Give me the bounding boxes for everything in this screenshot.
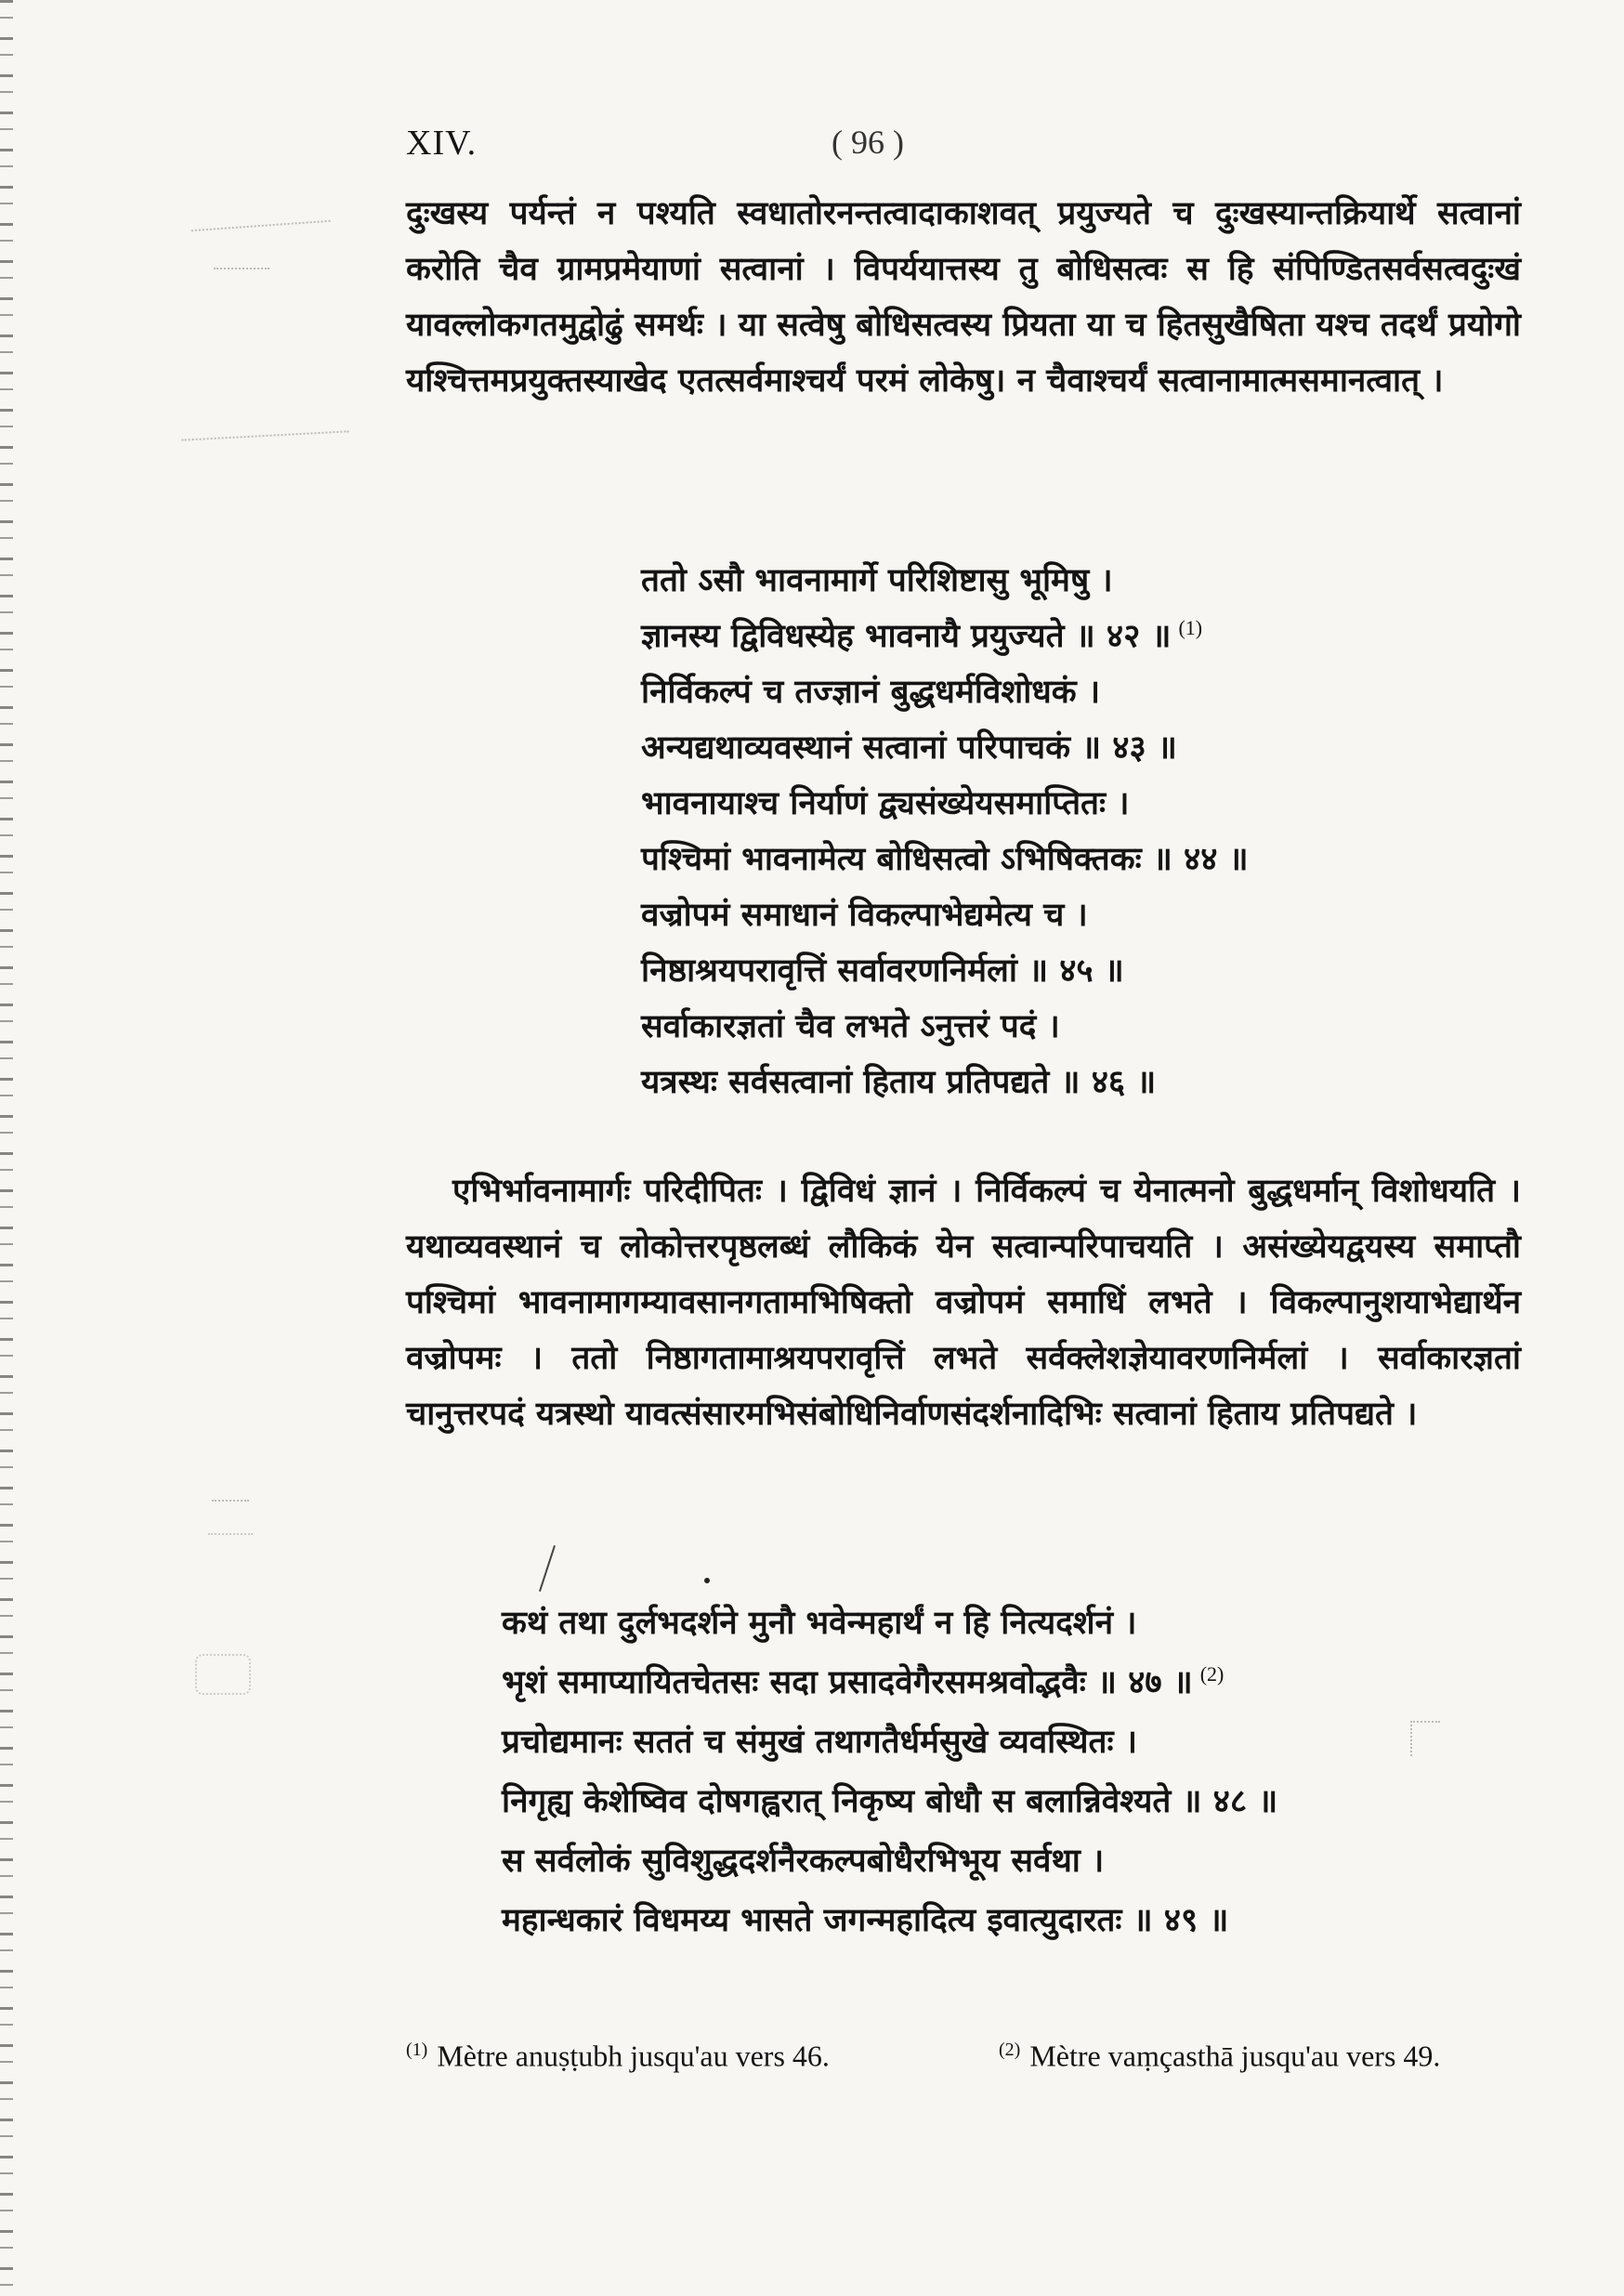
verse-line: प्रचोद्यमानः सततं च संमुखं तथागतैर्धर्मसुखे व्यवस्थितः । <box>502 1723 1138 1761</box>
verse-line: वज्रोपमं समाधानं विकल्पाभेद्यमेत्य च । <box>641 896 1088 934</box>
verse-line: निर्विकल्पं च तज्ज्ञानं बुद्धधर्मविशोधकं । <box>641 673 1101 711</box>
verse-line: स सर्वलोकं सुविशुद्धदर्शनैरकल्पबोधैरभिभूय सर्वथा । <box>502 1842 1105 1880</box>
margin-scribble <box>190 202 330 231</box>
verse-line: पश्चिमां भावनामेत्य बोधिसत्वो ऽभिषिक्तकः ॥ ४४ ॥ <box>641 840 1249 878</box>
verse-line: अन्यद्यथाव्यवस्थानं सत्वानां परिपाचकं ॥ ४३ ॥ <box>641 728 1177 767</box>
footnote-number: (2) <box>999 2040 1021 2060</box>
paragraph-2: एभिर्भावनामार्गः परिदीपितः । द्विविधं ज्ञानं । निर्विकल्पं च येनात्मनो बुद्धधर्मान् विशोधयति । यथाव्यवस्थानं च लोकोत्तरपृष्ठलब्धं लौकिकं येन सत्वान्परिपाचयति । असंख्येयद्वयस्य समाप्तौ पश्चिमां भावनामागम्यावसानगतामभिषिक्तो वज्रोपमं समाधिं लभते । विकल्पानुशयाभेद्यार्थेन वज्रोपमः । ततो निष्ठागतामाश्रयपरावृत्तिं लभते सर्वक्लेशज्ञेयावरणनिर्मलां । सर्वाकारज्ञतां चानुत्तरपदं यत्रस्थो यावत्संसारमभिसंबोधिनिर्वाणसंदर्शनादिभिः सत्वानां हिताय प्रतिपद्यते । <box>406 1172 1521 1433</box>
footnote-2 <box>999 2026 1519 2080</box>
verse-line: कथं तथा दुर्लभदर्शने मुनौ भवेन्महार्थं न हि नित्यदर्शनं । <box>502 1604 1137 1642</box>
verse-line: सर्वाकारज्ञतां चैव लभते ऽनुत्तरं पदं । <box>641 1007 1060 1045</box>
section-heading: XIV. <box>406 124 478 163</box>
verse-line: निगृह्य केशेष्विव दोषगह्वरात् निकृष्य बोधौ स बलान्निवेश्यते ॥ ४८ ॥ <box>502 1782 1278 1820</box>
paragraph-1: दुःखस्य पर्यन्तं न पश्यति स्वधातोरनन्तत्वादाकाशवत् प्रयुज्यते च दुःखस्यान्तक्रियार्थे सत्वानां करोति चैव ग्रामप्रमेयाणां सत्वानां । विपर्ययात्तस्य तु बोधिसत्वः स हि संपिण्डितसर्वसत्वदुःखं यावल्लोकगतमुद्वोढुं समर्थः । या सत्वेषु बोधिसत्वस्य प्रियता या च हितसुखैषिता यश्च तदर्थं प्रयोगो यश्चित्तमप्रयुक्तस्याखेद एतत्सर्वमाश्चर्यं परमं लोकेषु। न चैवाश्चर्यं सत्वानामात्मसमानत्वात् । <box>406 194 1521 400</box>
verse-line: यत्रस्थः सर्वसत्वानां हिताय प्रतिपद्यते ॥ ४६ ॥ <box>641 1063 1157 1101</box>
footnote-number: (1) <box>406 2040 428 2060</box>
ink-dot <box>704 1578 710 1583</box>
binding-edge <box>0 0 13 2296</box>
margin-scribble <box>208 1524 253 1535</box>
verse-line: भृशं समाप्यायितचेतसः सदा प्रसादवेगैरसमश्रवोद्भवैः ॥ ४७ ॥ $^{(2)}$ <box>502 1662 1225 1701</box>
pencil-mark <box>539 1545 556 1592</box>
margin-scribble <box>214 251 269 269</box>
verse-line: निष्ठाश्रयपरावृत्तिं सर्वावरणनिर्मलां ॥ ४५ ॥ <box>641 951 1124 990</box>
footnote-1 <box>406 2026 926 2080</box>
footnote-marker: (2) <box>1199 1662 1225 1686</box>
footnote-text: Mètre vaṃçasthā jusqu'au vers 49. <box>1029 2039 1441 2073</box>
margin-scribble <box>195 1654 251 1695</box>
margin-scribble <box>212 1485 249 1502</box>
verse-line: महान्धकारं विधमय्य भासते जगन्महादित्य इवात्युदारतः ॥ ४९ ॥ <box>502 1901 1229 1939</box>
verse-line: ततो ऽसौ भावनामार्गे परिशिष्टासु भूमिषु । <box>641 561 1113 599</box>
verse-line: ज्ञानस्य द्विविधस्येह भावनायै प्रयुज्यते ॥ ४२ ॥ $^{(1)}$ <box>641 616 1203 655</box>
margin-scribble <box>181 412 349 440</box>
margin-scribble <box>1410 1721 1440 1756</box>
page-number: ( 96 ) <box>832 124 904 161</box>
verse-line: भावनायाश्च निर्याणं द्व्यसंख्येयसमाप्तितः । <box>641 784 1130 822</box>
footnote-marker: (1) <box>1178 616 1203 640</box>
footnote-text: Mètre anuṣṭubh jusqu'au vers 46. <box>437 2039 830 2073</box>
